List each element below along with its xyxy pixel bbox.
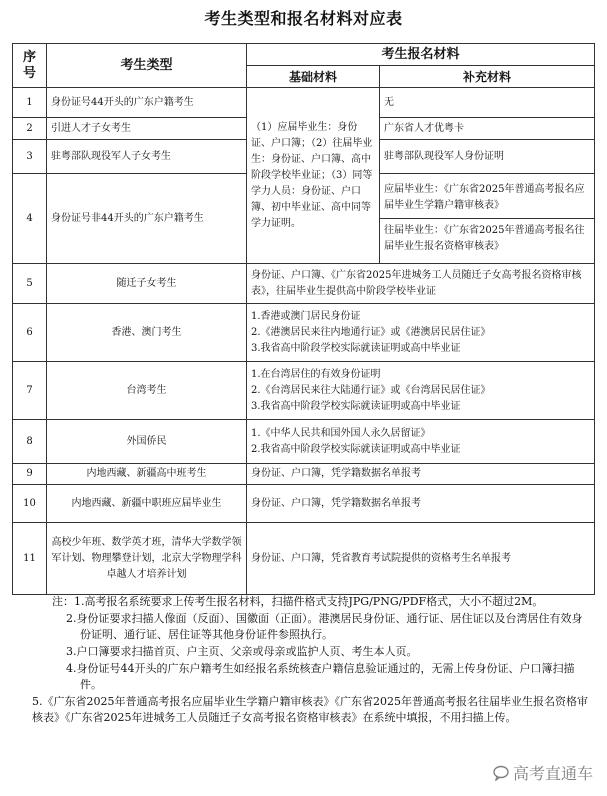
material-line: 2.《台湾居民来往大陆通行证》或《台湾居民居住证》 — [251, 384, 491, 396]
row-num: 7 — [13, 362, 47, 420]
header-type: 考生类型 — [47, 44, 247, 88]
basic-materials-cell: （1）应届毕业生：身份证、户口簿；（2）往届毕业生：身份证、户口簿、高中阶段学校毕业证；（3）同等学力人员：身份证、户口簿、初中毕业证、高中同等学力证明。 — [247, 88, 380, 264]
material-line: 2.我省高中阶段学校实际就读证明或高中毕业证 — [251, 443, 461, 455]
material-line: 3.我省高中阶段学校实际就读证明或高中毕业证 — [251, 400, 461, 412]
header-basic: 基础材料 — [247, 66, 380, 88]
row-num: 8 — [13, 420, 47, 464]
row-supp: 广东省人才优粤卡 — [380, 118, 595, 140]
row-num: 1 — [13, 88, 47, 118]
table-row — [13, 464, 595, 485]
table-row — [13, 523, 595, 595]
material-line: 3.我省高中阶段学校实际就读证明或高中毕业证 — [251, 342, 461, 354]
row-materials — [247, 304, 595, 362]
table-row — [13, 88, 595, 118]
row-type: 内地西藏、新疆中职班应届毕业生 — [47, 485, 247, 523]
row-materials — [247, 420, 595, 464]
watermark-text: 高考直通车 — [512, 764, 593, 783]
row-type: 引进人才子女考生 — [47, 118, 247, 140]
row-type: 驻粤部队现役军人子女考生 — [47, 140, 247, 174]
row-num: 6 — [13, 304, 47, 362]
material-line: 1.香港或澳门居民身份证 — [251, 310, 361, 322]
note-item: 2.身份证要求扫描人像面（反面）、国徽面（正面）。港澳居民身份证、通行证、居住证以及台湾居住有效身份证明、通行证、居住证等其他身份证件参照执行。 — [66, 612, 583, 641]
header-seq: 序号 — [13, 44, 47, 88]
note-item: 5.《广东省2025年普通高考报名应届毕业生学籍户籍审核表》《广东省2025年普通高考报名往届毕业生报名资格审核表》《广东省2025年进城务工人员随迁子女高考报名资格审核表》在系统中填报，不用扫描上传。 — [32, 695, 588, 724]
watermark — [493, 761, 593, 784]
table-row — [13, 264, 595, 304]
row-materials: 身份证、户口簿，凭学籍数据名单报考 — [247, 464, 595, 485]
material-line: 1.《中华人民共和国外国人永久居留证》 — [251, 427, 431, 439]
row-type: 台湾考生 — [47, 362, 247, 420]
header-materials: 考生报名材料 — [247, 44, 595, 66]
row-num: 10 — [13, 485, 47, 523]
table-row — [13, 420, 595, 464]
row-type: 身份证号44开头的广东户籍考生 — [47, 88, 247, 118]
row-materials: 身份证、户口簿，凭省教育考试院提供的资格考生名单报考 — [247, 523, 595, 595]
row-num: 4 — [13, 174, 47, 264]
row-type: 随迁子女考生 — [47, 264, 247, 304]
materials-table — [12, 43, 595, 595]
material-line: 2.《港澳居民来往内地通行证》或《港澳居民居住证》 — [251, 326, 491, 338]
row-materials: 身份证、户口簿、《广东省2025年进城务工人员随迁子女高考报名资格审核表》，往届毕业生提供高中阶段学校毕业证 — [247, 264, 595, 304]
table-row — [13, 485, 595, 523]
row-num: 2 — [13, 118, 47, 140]
row-type: 外国侨民 — [47, 420, 247, 464]
row-supp-prior: 往届毕业生：《广东省2025年普通高考报名往届毕业生报名资格审核表》 — [384, 225, 585, 252]
row-type: 高校少年班、数学英才班，清华大学数学领军计划、物理攀登计划，北京大学物理学科卓越人才培养计划 — [47, 523, 247, 595]
header-supplement: 补充材料 — [380, 66, 595, 88]
row-type: 身份证号非44开头的广东户籍考生 — [47, 174, 247, 264]
row-num: 11 — [13, 523, 47, 595]
row-num: 5 — [13, 264, 47, 304]
row-type: 内地西藏、新疆高中班考生 — [47, 464, 247, 485]
note-item: 注：1.高考报名系统要求上传考生报名材料，扫描件格式支持JPG/PNG/PDF格式，大小不超过2M。 — [52, 595, 544, 608]
row-materials — [247, 362, 595, 420]
chat-bubble-icon — [493, 765, 509, 781]
row-supp: 无 — [380, 88, 595, 118]
material-line: 1.在台湾居住的有效身份证明 — [251, 368, 381, 380]
row-num: 3 — [13, 140, 47, 174]
row-type: 香港、澳门考生 — [47, 304, 247, 362]
row-materials: 身份证、户口簿，凭学籍数据名单报考 — [247, 485, 595, 523]
row-num: 9 — [13, 464, 47, 485]
table-row — [13, 304, 595, 362]
row-supp: 驻粤部队现役军人身份证明 — [380, 140, 595, 174]
notes-section — [32, 594, 592, 727]
table-row — [13, 362, 595, 420]
note-item: 4.身份证号44开头的广东户籍考生如经报名系统核查户籍信息验证通过的，无需上传身份证、户口簿扫描件。 — [66, 662, 575, 691]
row-supp-fresh: 应届毕业生：《广东省2025年普通高考报名应届毕业生学籍户籍审核表》 — [380, 178, 594, 219]
note-item: 3.户口簿要求扫描首页、户主页、父亲或母亲或监护人页、考生本人页。 — [66, 645, 418, 658]
page-title: 考生类型和报名材料对应表 — [204, 9, 403, 28]
